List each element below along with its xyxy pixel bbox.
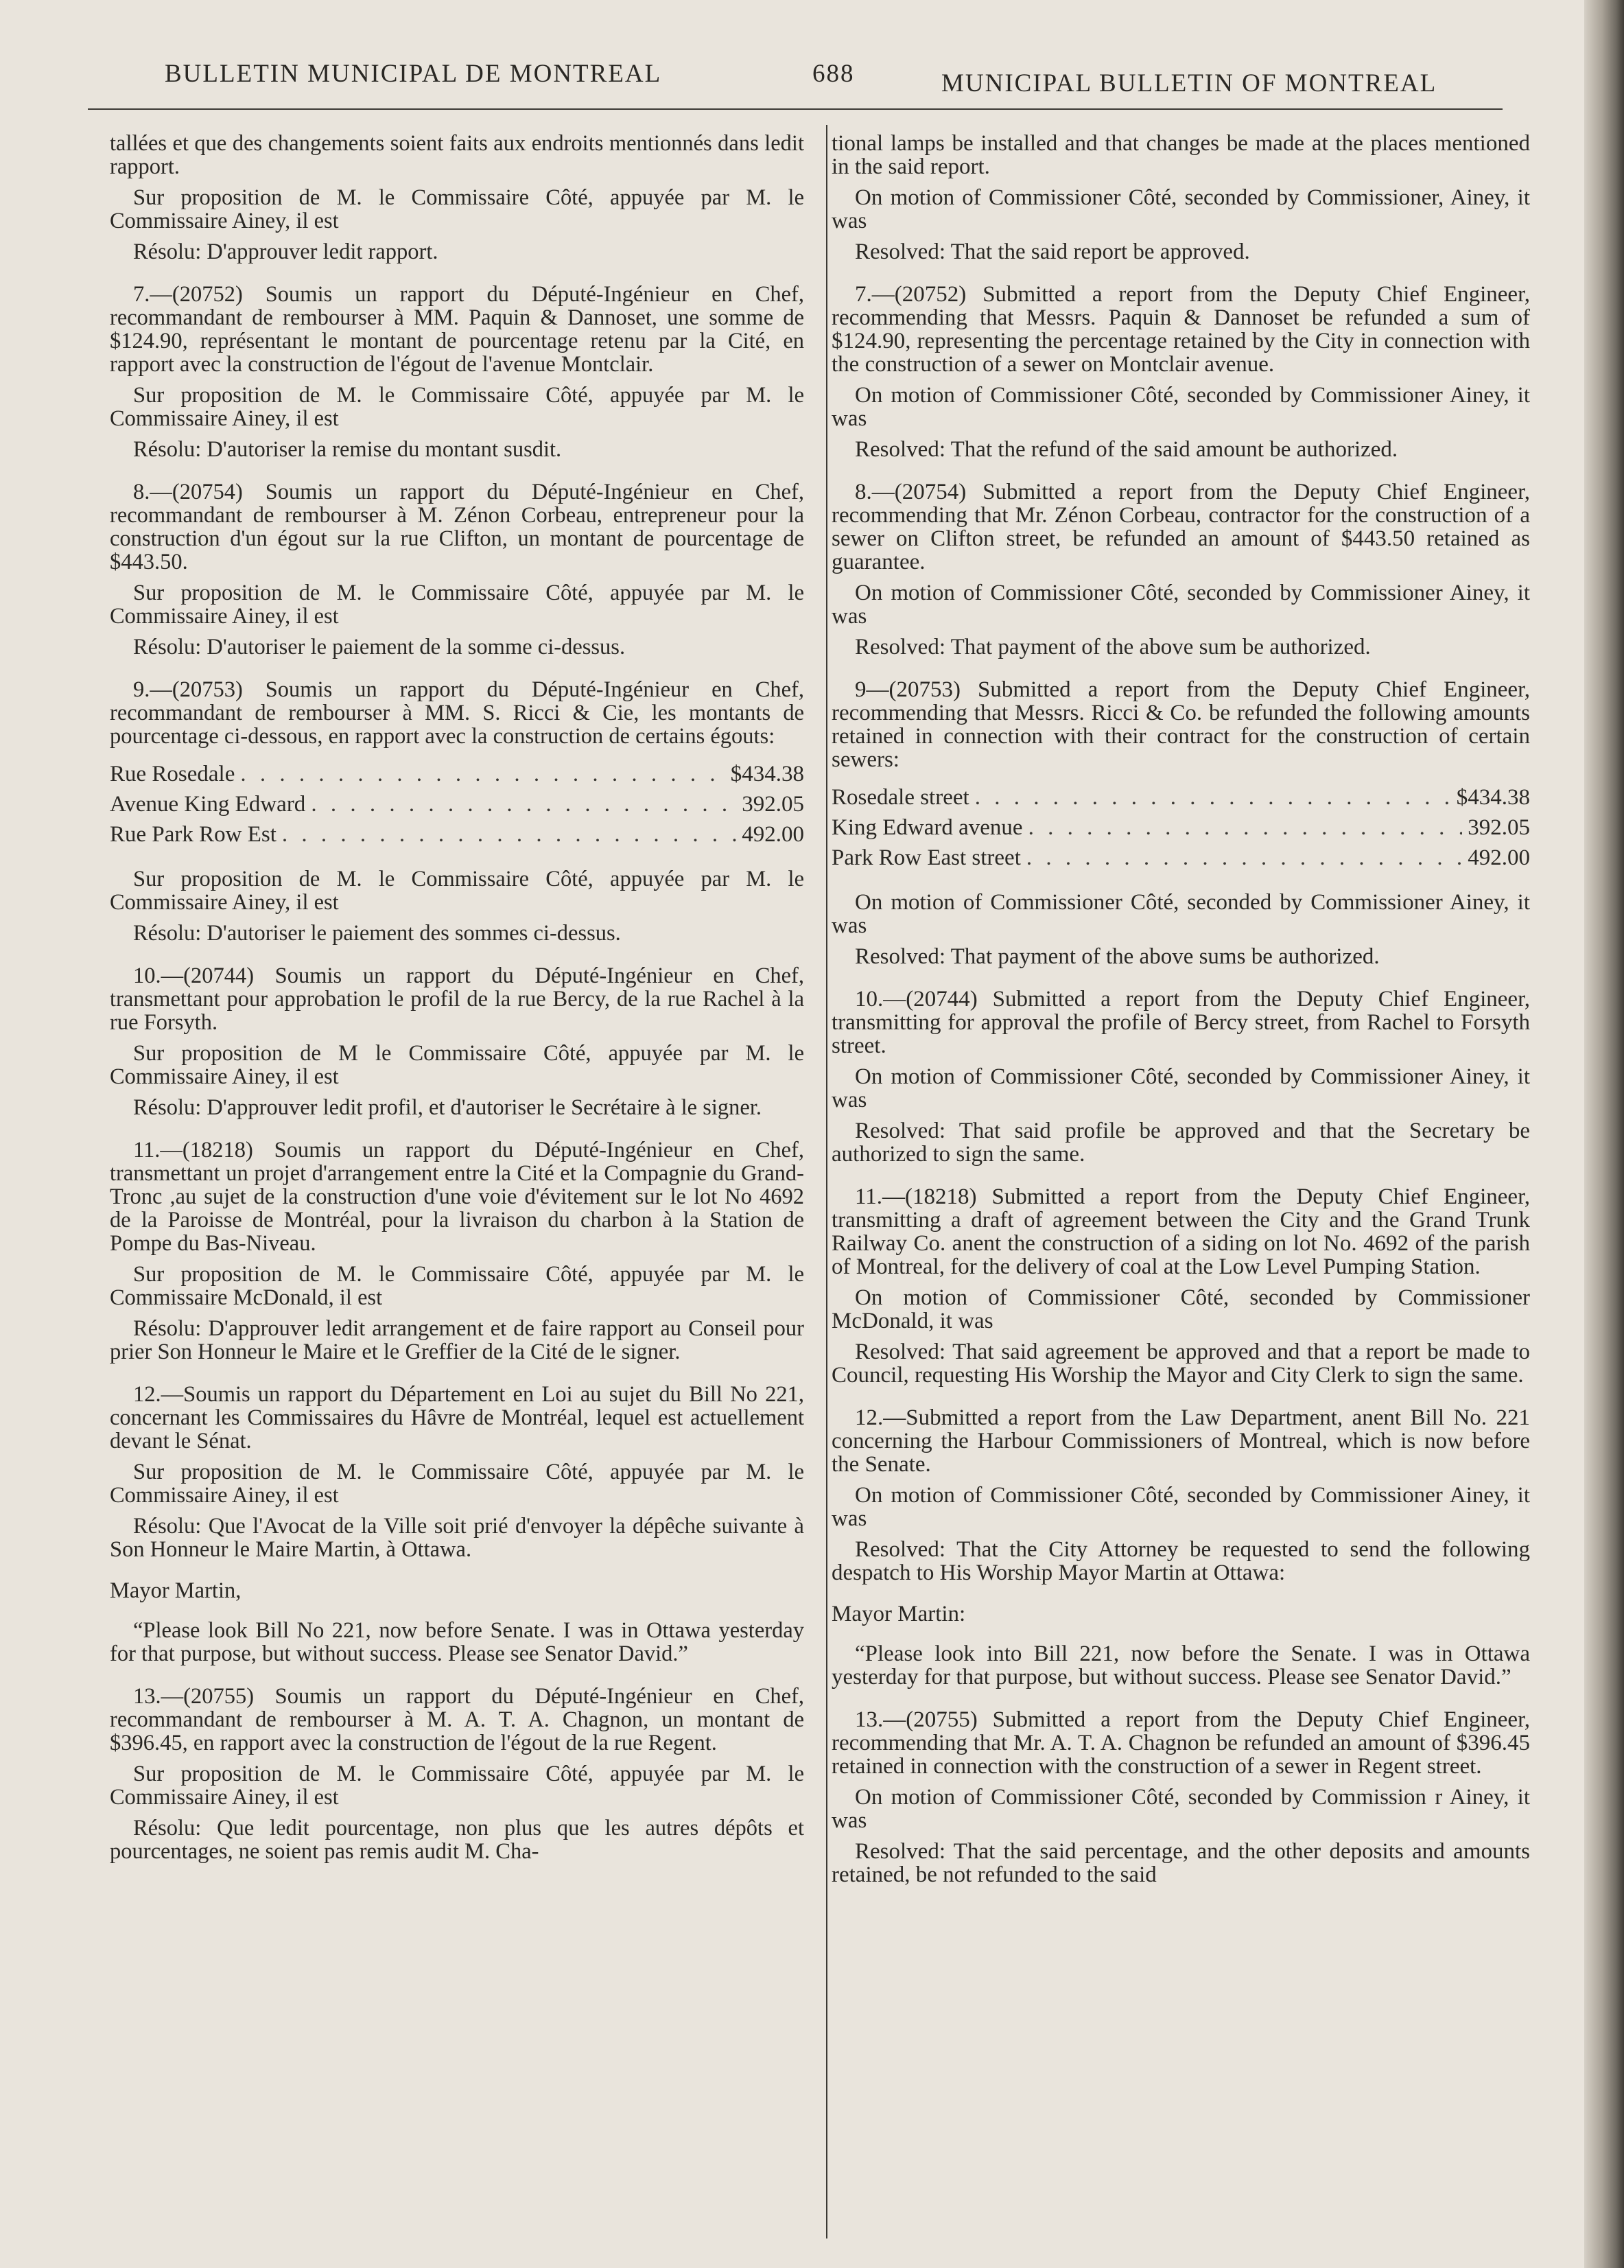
resolution: Résolu: Que ledit pourcentage, non plus que les autres dépôts et pourcentages, ne soient pas remis audit M. Cha- (110, 1816, 804, 1864)
page-number: 688 (812, 60, 855, 88)
report-item-13: 13.—(20755) Submitted a report from the Deputy Chief Engineer, recommending that Mr. A. T. A. Chagnon be refunded an amount of $396.45 retained in connection with the construction of a sewer in Regent street. (832, 1707, 1530, 1779)
list-item-amount: 492.00 (1468, 845, 1530, 870)
resolution: Résolu: D'approuver ledit arrangement et de faire rapport au Conseil pour prier Son Honneur le Maire et le Greffier de la Cité de le signer. (110, 1316, 804, 1364)
paragraph: Sur proposition de M. le Commissaire Côté, appuyée par M. le Commissaire Ainey, il est (110, 867, 804, 915)
dot-leader (240, 759, 725, 789)
paragraph: On motion of Commissioner Côté, seconded by Commissioner Ainey, it was (832, 890, 1530, 938)
salutation: Mayor Martin, (110, 1578, 242, 1603)
list-item-label: King Edward avenue (832, 815, 1023, 840)
report-item-8: 8.—(20754) Soumis un rapport du Député-Ingénieur en Chef, recommandant de rembourser à M. Zénon Corbeau, entrepreneur pour la construction d'un égout sur la rue Clifton, un montant de pourcentage de $443.50. (110, 480, 804, 574)
report-item-12: 12.—Soumis un rapport du Département en Loi au sujet du Bill No 221, concernant les Commissaires du Hâvre de Montréal, lequel est actuellement devant le Sénat. (110, 1382, 804, 1453)
dot-leader (1028, 812, 1463, 843)
paragraph: On motion of Commissioner Côté, seconded by Commissioner Ainey, it was (832, 1064, 1530, 1112)
paragraph: On motion of Commissioner Côté, seconded by Commissioner Ainey, it was (832, 1483, 1530, 1531)
list-item (832, 843, 1530, 873)
list-item-label: Rue Park Row Est (110, 822, 276, 847)
binding-edge (1584, 0, 1624, 2268)
paragraph: Sur proposition de M. le Commissaire Côté, appuyée par M. le Commissaire Ainey, il est (110, 581, 804, 629)
dot-leader (975, 782, 1451, 812)
english-column (832, 132, 1530, 1894)
salutation: Mayor Martin: (832, 1602, 966, 1626)
list-item (110, 819, 804, 850)
resolution: Resolved: That the refund of the said amount be authorized. (855, 437, 1398, 462)
paragraph: Sur proposition de M le Commissaire Côté, appuyée par M. le Commissaire Ainey, il est (110, 1041, 804, 1089)
report-item-11: 11.—(18218) Soumis un rapport du Député-Ingénieur en Chef, transmettant un projet d'arrangement entre la Cité et la Compagnie du Grand-Tronc ,au sujet de la construction d'une voie d'évitement sur le lot No 4692 de la Paroisse de Montréal, pour la livraison du charbon à la Station de Pompe du Bas-Niveau. (110, 1138, 804, 1256)
list-item-amount: $434.38 (1456, 785, 1530, 810)
header-left-title: BULLETIN MUNICIPAL DE MONTREAL (165, 60, 662, 88)
report-item-8: 8.—(20754) Submitted a report from the Deputy Chief Engineer, recommending that Mr. Zénon Corbeau, contractor for the construction of a sewer on Clifton street, be refunded an amount of $443.50 retained as guarantee. (832, 480, 1530, 574)
report-item-7: 7.—(20752) Soumis un rapport du Député-Ingénieur en Chef, recommandant de rembourser à MM. Paquin & Dannoset, une somme de $124.90, représentant le montant de pourcentage retenu par la Cité, en rapport avec la construction de l'égout de l'avenue Montclair. (110, 282, 804, 377)
report-item-10: 10.—(20744) Soumis un rapport du Député-Ingénieur en Chef, transmettant pour approbation le profil de la rue Bercy, de la rue Rachel à la rue Forsyth. (110, 963, 804, 1035)
list-item-amount: 492.00 (742, 822, 804, 847)
amount-list (832, 782, 1530, 873)
paragraph: On motion of Commissioner Côté, seconded by Commissioner McDonald, it was (832, 1285, 1530, 1333)
list-item-amount: 392.05 (742, 792, 804, 817)
paragraph: On motion of Commissioner Côté, seconded by Commissioner, Ainey, it was (832, 185, 1530, 233)
list-item-label: Avenue King Edward (110, 792, 306, 817)
report-item-9: 9—(20753) Submitted a report from the Deputy Chief Engineer, recommending that Messrs. Ricci & Co. be refunded the following amounts retained in connection with their contract for the construction of certain sewers: (832, 677, 1530, 772)
report-item-13: 13.—(20755) Soumis un rapport du Député-Ingénieur en Chef, recommandant de rembourser à M. A. T. A. Chagnon, un montant de $396.45, en rapport avec la construction de l'égout de la rue Regent. (110, 1684, 804, 1755)
french-column (110, 132, 804, 1871)
list-item-label: Rosedale street (832, 785, 969, 810)
resolution: Résolu: D'approuver ledit profil, et d'autoriser le Secrétaire à le signer. (133, 1095, 762, 1120)
resolution: Résolu: D'autoriser la remise du montant susdit. (133, 437, 562, 462)
report-item-10: 10.—(20744) Submitted a report from the Deputy Chief Engineer, transmitting for approval the profile of Bercy street, from Rachel to Forsyth street. (832, 987, 1530, 1058)
list-item-amount: 392.05 (1468, 815, 1530, 840)
paragraph: Sur proposition de M. le Commissaire Côté, appuyée par M. le Commissaire Ainey, il est (110, 1460, 804, 1508)
resolution: Resolved: That said agreement be approved and that a report be made to Council, requesting His Worship the Mayor and City Clerk to sign the same. (832, 1340, 1530, 1388)
header-right-title: MUNICIPAL BULLETIN OF MONTREAL (941, 69, 1437, 97)
dot-leader (311, 789, 736, 819)
paragraph: Sur proposition de M. le Commissaire Côté, appuyée par M. le Commissaire Ainey, il est (110, 383, 804, 431)
resolution: Résolu: D'autoriser le paiement de la somme ci-dessus. (133, 635, 626, 659)
paragraph: tallées et que des changements soient faits aux endroits mentionnés dans ledit rapport. (110, 131, 804, 179)
report-item-7: 7.—(20752) Submitted a report from the Deputy Chief Engineer, recommending that Messrs. Paquin & Dannoset be refunded a sum of $124.90, representing the percentage retained by the City in connection with the construction of a sewer on Montclair avenue. (832, 282, 1530, 377)
resolution: Resolved: That the said percentage, and the other deposits and amounts retained, be not refunded to the said (832, 1839, 1530, 1887)
resolution: Resolved: That said profile be approved and that the Secretary be authorized to sign the same. (832, 1119, 1530, 1167)
list-item (832, 782, 1530, 812)
report-item-12: 12.—Submitted a report from the Law Department, anent Bill No. 221 concerning the Harbour Commissioners of Montreal, which is now before the Senate. (832, 1405, 1530, 1477)
telegram-quote: “Please look Bill No 221, now before Senate. I was in Ottawa yesterday for that purpose, but without success. Please see Senator David.” (110, 1618, 804, 1666)
list-item (832, 812, 1530, 843)
resolution: Resolved: That payment of the above sums be authorized. (855, 944, 1380, 969)
list-item-label: Rue Rosedale (110, 762, 235, 786)
list-item (110, 759, 804, 789)
resolution: Resolved: That payment of the above sum be authorized. (855, 635, 1371, 659)
header-rule (88, 108, 1503, 110)
resolution: Resolved: That the said report be approved. (855, 239, 1250, 264)
resolution: Résolu: D'approuver ledit rapport. (133, 239, 438, 264)
paragraph: Sur proposition de M. le Commissaire Côté, appuyée par M. le Commissaire Ainey, il est (110, 185, 804, 233)
list-item-amount: $434.38 (730, 762, 804, 786)
paragraph: Sur proposition de M. le Commissaire Côté, appuyée par M. le Commissaire McDonald, il est (110, 1262, 804, 1310)
dot-leader (282, 819, 736, 850)
column-divider (826, 125, 827, 2238)
paragraph: Sur proposition de M. le Commissaire Côté, appuyée par M. le Commissaire Ainey, il est (110, 1762, 804, 1810)
page-header (0, 54, 1530, 102)
telegram-quote: “Please look into Bill 221, now before the Senate. I was in Ottawa yesterday for that purpose, but without success. Please see Senator David.” (832, 1641, 1530, 1690)
report-item-9: 9.—(20753) Soumis un rapport du Député-Ingénieur en Chef, recommandant de rembourser à MM. S. Ricci & Cie, les montants de pourcentage ci-dessous, en rapport avec la construction de certains égouts: (110, 677, 804, 749)
paragraph: tional lamps be installed and that changes be made at the places mentioned in the said report. (832, 131, 1530, 179)
resolution: Résolu: Que l'Avocat de la Ville soit prié d'envoyer la dépêche suivante à Son Honneur le Maire Martin, à Ottawa. (110, 1514, 804, 1562)
resolution: Résolu: D'autoriser le paiement des sommes ci-dessus. (133, 921, 621, 946)
list-item (110, 789, 804, 819)
list-item-label: Park Row East street (832, 845, 1021, 870)
report-item-11: 11.—(18218) Submitted a report from the Deputy Chief Engineer, transmitting a draft of agreement between the City and the Grand Trunk Railway Co. anent the construction of a siding on lot No. 4692 of the parish of Montreal, for the delivery of coal at the Low Level Pumping Station. (832, 1184, 1530, 1279)
paragraph: On motion of Commissioner Côté, seconded by Commission r Ainey, it was (832, 1785, 1530, 1833)
amount-list (110, 759, 804, 850)
paragraph: On motion of Commissioner Côté, seconded by Commissioner Ainey, it was (832, 581, 1530, 629)
resolution: Resolved: That the City Attorney be requested to send the following despatch to His Worship Mayor Martin at Ottawa: (832, 1537, 1530, 1585)
paragraph: On motion of Commissioner Côté, seconded by Commissioner Ainey, it was (832, 383, 1530, 431)
dot-leader (1026, 843, 1462, 873)
